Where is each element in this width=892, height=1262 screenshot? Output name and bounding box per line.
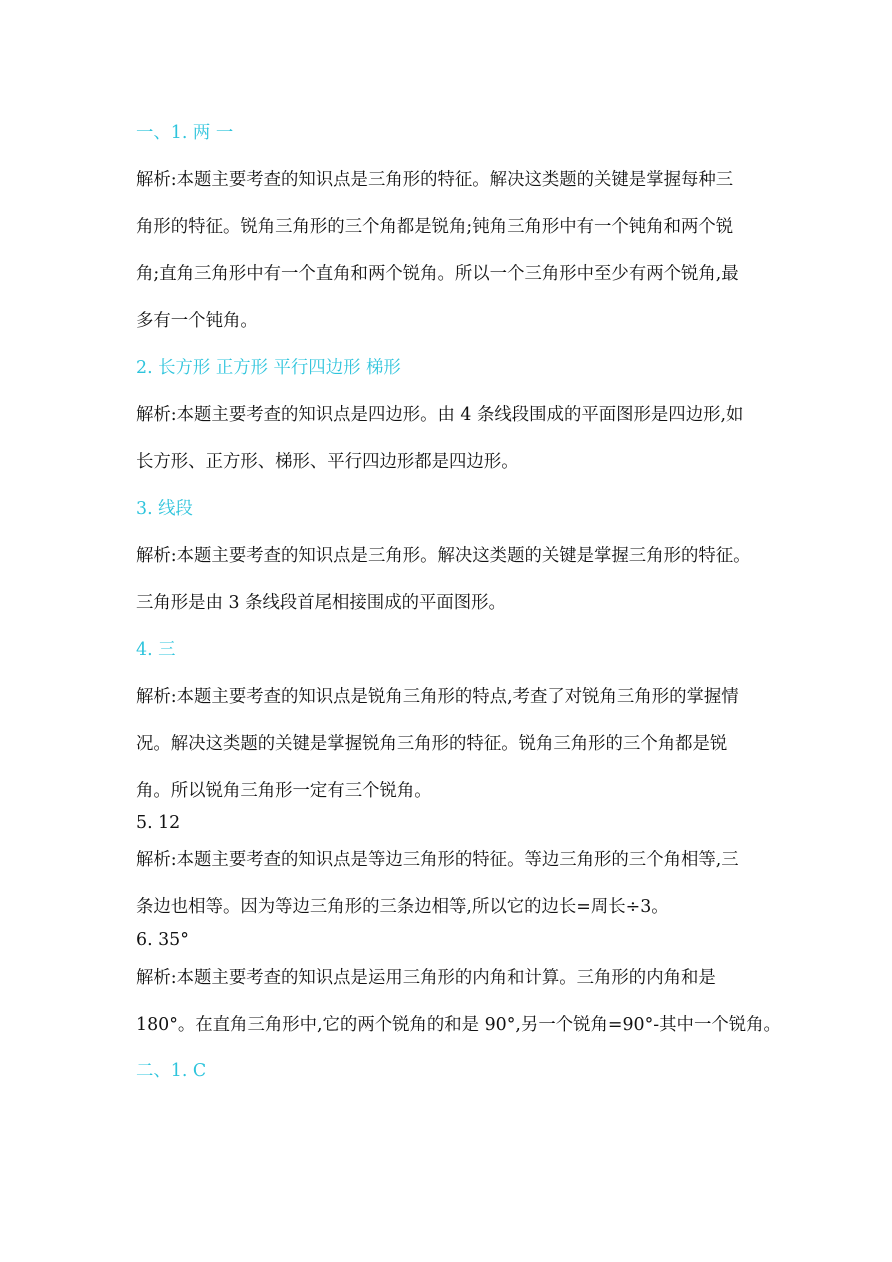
explanation-line: 况。解决这类题的关键是掌握锐角三角形的特征。锐角三角形的三个角都是锐 <box>136 734 728 754</box>
answer-line: 二、1. C <box>136 1061 207 1081</box>
explanation-line: 长方形、正方形、梯形、平行四边形都是四边形。 <box>136 452 519 472</box>
answer-line: 一、1. 两 一 <box>136 123 234 143</box>
explanation-line: 角;直角三角形中有一个直角和两个锐角。所以一个三角形中至少有两个锐角,最 <box>136 264 739 284</box>
answer-line: 4. 三 <box>136 640 176 660</box>
explanation-line: 解析:本题主要考查的知识点是等边三角形的特征。等边三角形的三个角相等,三 <box>136 850 739 870</box>
answer-line: 3. 线段 <box>136 499 193 519</box>
explanation-line: 角形的特征。锐角三角形的三个角都是锐角;钝角三角形中有一个钝角和两个锐 <box>136 217 734 237</box>
explanation-line: 解析:本题主要考查的知识点是三角形的特征。解决这类题的关键是掌握每种三 <box>136 170 734 190</box>
explanation-line: 解析:本题主要考查的知识点是三角形。解决这类题的关键是掌握三角形的特征。 <box>136 546 751 566</box>
explanation-line: 多有一个钝角。 <box>136 311 258 331</box>
explanation-line: 三角形是由 3 条线段首尾相接围成的平面图形。 <box>136 593 506 613</box>
answer-line: 2. 长方形 正方形 平行四边形 梯形 <box>136 358 401 378</box>
explanation-line: 角。所以锐角三角形一定有三个锐角。 <box>136 781 432 801</box>
explanation-line: 条边也相等。因为等边三角形的三条边相等,所以它的边长=周长÷3。 <box>136 897 669 917</box>
explanation-line: 解析:本题主要考查的知识点是锐角三角形的特点,考查了对锐角三角形的掌握情 <box>136 687 739 707</box>
answer-line: 5. 12 <box>136 813 181 833</box>
explanation-line: 解析:本题主要考查的知识点是四边形。由 4 条线段围成的平面图形是四边形,如 <box>136 405 744 425</box>
explanation-line: 180°。在直角三角形中,它的两个锐角的和是 90°,另一个锐角=90°-其中一个锐角。 <box>136 1015 781 1035</box>
explanation-line: 解析:本题主要考查的知识点是运用三角形的内角和计算。三角形的内角和是 <box>136 968 716 988</box>
answer-line: 6. 35° <box>136 930 189 950</box>
